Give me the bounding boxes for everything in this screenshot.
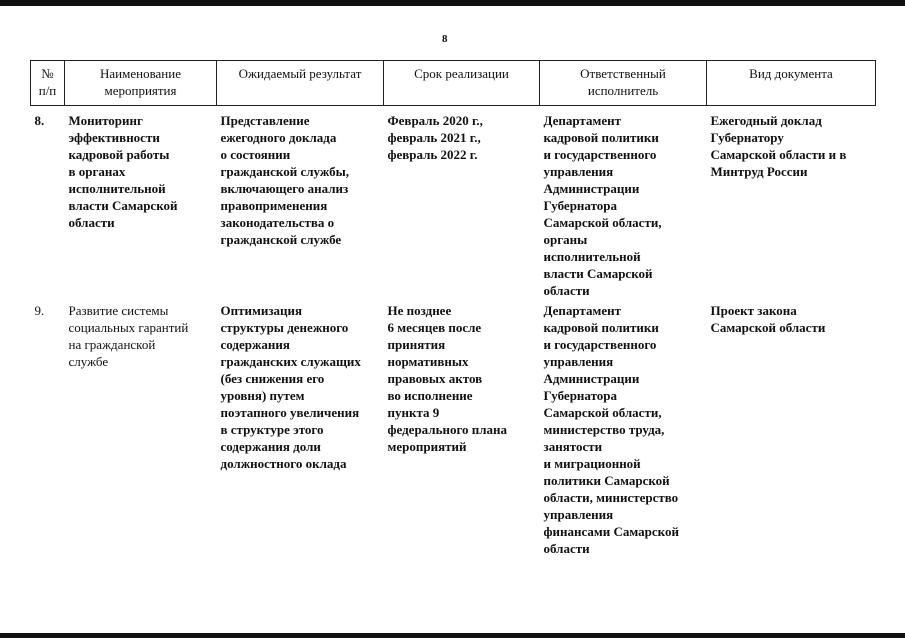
executor: Департамент кадровой политики и государственного управления Администрации Губернатора Самарской области, органы исполнительной власти Самарской области — [543, 113, 662, 298]
header-activity-name: Наименование мероприятия — [65, 61, 217, 106]
header-deadline: Срок реализации — [384, 61, 540, 106]
table-row — [31, 302, 876, 557]
document-type: Проект закона Самарской области — [710, 303, 826, 335]
table-header-row — [31, 61, 876, 106]
activity-name: Развитие системы социальных гарантий на гражданской службе — [68, 303, 189, 369]
row-number: 9. — [34, 303, 45, 318]
deadline: Февраль 2020 г., февраль 2021 г., февраль 2022 г. — [387, 113, 483, 162]
table-row — [31, 106, 876, 303]
document-type: Ежегодный доклад Губернатору Самарской области и в Минтруд России — [710, 113, 847, 179]
expected-result: Оптимизация структуры денежного содержания гражданских служащих (без снижения его уровня) путем поэтапного увеличения в структуре этого содержания доли должностного оклада — [220, 303, 361, 471]
bottom-border-rule — [0, 633, 905, 638]
row-number: 8. — [34, 113, 45, 128]
header-executor: Ответственный исполнитель — [540, 61, 707, 106]
header-document-type: Вид документа — [707, 61, 876, 106]
top-border-rule — [0, 0, 905, 6]
header-number: № п/п — [31, 61, 65, 106]
executor: Департамент кадровой политики и государственного управления Администрации Губернатора Самарской области, министерство труда, занятости и миграционной политики Самарской области, министерство управления финансами Самарской области — [543, 303, 679, 556]
activity-name: Мониторинг эффективности кадровой работы в органах исполнительной власти Самарской области — [68, 113, 178, 230]
deadline: Не позднее 6 месяцев после принятия нормативных правовых актов во исполнение пункта 9 федерального плана мероприятий — [387, 303, 508, 454]
page-number: 8 — [442, 33, 448, 45]
expected-result: Представление ежегодного доклада о состоянии гражданской службы, включающего анализ правоприменения законодательства о гражданской службе — [220, 113, 350, 247]
header-expected-result: Ожидаемый результат — [217, 61, 384, 106]
activity-table — [30, 60, 876, 557]
